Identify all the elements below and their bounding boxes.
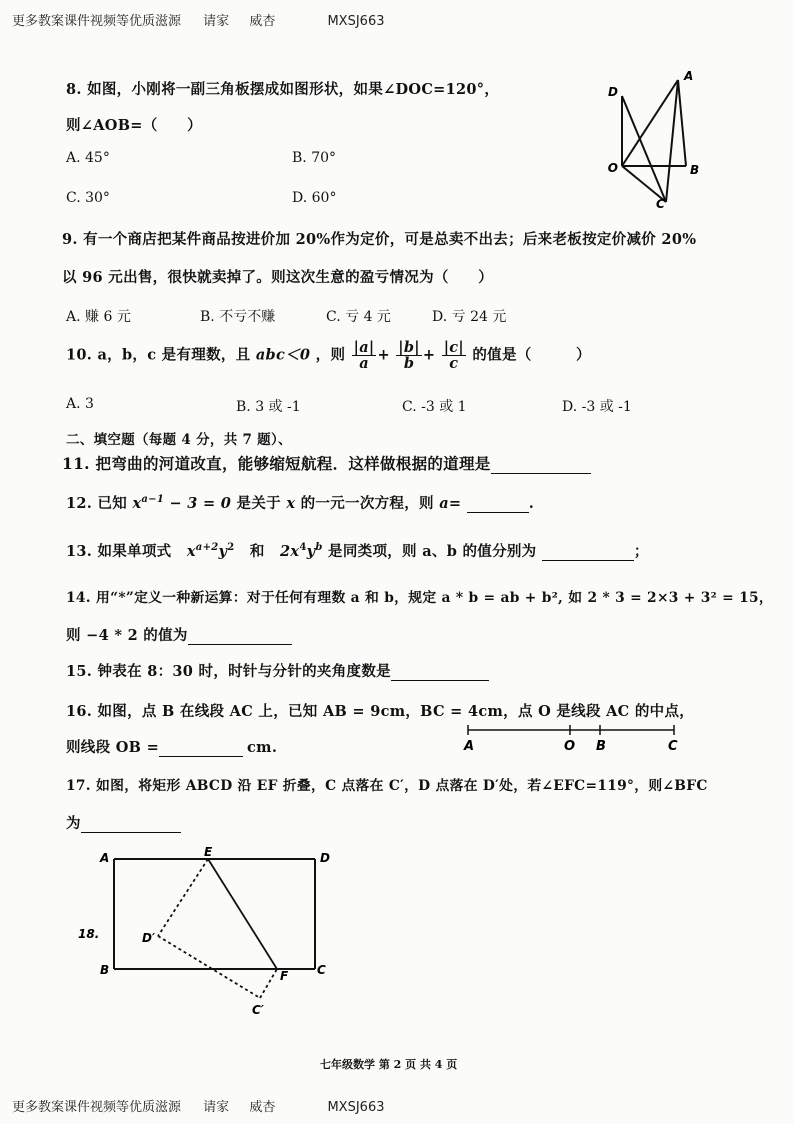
q11-text: 11. 把弯曲的河道改直，能够缩短航程．这样做根据的道理是 xyxy=(62,454,491,473)
q12-answer-blank xyxy=(467,495,529,513)
q10-prefix: 10. a，b，c 是有理数，且 xyxy=(66,346,251,364)
q10-fraction-c: $\frac{|c|}{c}$ xyxy=(443,339,464,372)
q9-option-c: C. 亏 4 元 xyxy=(326,309,391,325)
fig18-label-C: C xyxy=(317,963,326,977)
q16-label-O: O xyxy=(564,739,576,754)
q10-fraction-b: $\frac{|b|}{b}$ xyxy=(398,339,420,372)
q14-line2 xyxy=(66,624,292,645)
q9-line2: 以 96 元出售，很快就卖掉了。则这次生意的盈亏情况为（ ） xyxy=(62,269,494,286)
q10-fraction-a: $\frac{|a|}{a}$ xyxy=(353,339,375,372)
q16-answer-blank xyxy=(159,739,243,757)
q14-line1: 14. 用“*”定义一种新运算：对于任何有理数 a 和 b，规定 a * b = ab + b², 如 2 * 3 = 2×3 + 3² = 15， xyxy=(66,590,773,606)
q10-then: ，则 xyxy=(315,346,346,364)
fig18-label-A: A xyxy=(100,851,110,865)
q8-line2: 则∠AOB=（ ） xyxy=(66,117,202,134)
q8-label-A: A xyxy=(684,69,694,83)
fig18-label-D: D xyxy=(320,851,330,865)
q15-line xyxy=(66,660,489,681)
q16-segment-figure xyxy=(460,722,690,756)
footer-code: MXSJ663 xyxy=(327,1100,385,1115)
header-mid1: 请家 xyxy=(203,14,230,29)
q8-label-B: B xyxy=(690,163,700,177)
q13-prefix: 13. 如果单项式 xyxy=(66,543,172,560)
q8-option-a: A. 45° xyxy=(66,150,110,166)
q17-line2 xyxy=(66,812,181,833)
header-code: MXSJ663 xyxy=(327,14,385,29)
fig18-label-E: E xyxy=(204,845,213,859)
q16-line1: 16. 如图，点 B 在线段 AC 上，已知 AB = 9cm，BC = 4cm，点 O 是线段 AC 的中点， xyxy=(66,703,695,720)
q17-answer-blank xyxy=(81,815,181,833)
q9-option-d: D. 亏 24 元 xyxy=(432,309,507,325)
fig18-label-F: F xyxy=(280,969,289,983)
q17-line1: 17. 如图，将矩形 ABCD 沿 EF 折叠，C 点落在 C′，D 点落在 D′处，若∠EFC=119°，则∠BFC xyxy=(66,778,708,794)
rectangle-fold-figure xyxy=(70,840,350,1020)
header-mid2: 威杏 xyxy=(249,14,276,29)
q10-condition: abc＜0 xyxy=(255,346,311,364)
q16-label-C: C xyxy=(668,739,678,754)
q8-label-O: O xyxy=(607,161,618,175)
footer-left-text: 更多教案课件视频等优质滋源 xyxy=(12,1100,182,1115)
q9-line1: 9. 有一个商店把某件商品按进价加 20%作为定价，可是总卖不出去；后来老板按定价减价 20% xyxy=(62,231,697,248)
q8-label-D: D xyxy=(608,85,618,99)
footer-mid2: 威杏 xyxy=(249,1100,276,1115)
header-left-text: 更多教案课件视频等优质滋源 xyxy=(12,14,182,29)
fig18-label-B: B xyxy=(100,963,110,977)
q16-label-B: B xyxy=(596,739,606,754)
q16-label-A: A xyxy=(464,739,475,754)
q12-prefix: 12. 已知 xyxy=(66,495,128,512)
q15-answer-blank xyxy=(391,663,489,681)
q13-line: 13. 如果单项式 $x^{a+2}y^2$ 和 $2x^4y^b$ 是同类项，则 a、b 的值分别为 ； xyxy=(66,542,649,560)
footer-bar xyxy=(12,1096,385,1115)
q11-line xyxy=(62,452,591,474)
q10-option-b: B. 3 或 -1 xyxy=(236,399,301,415)
fig18-label-C-prime: C′ xyxy=(252,1003,264,1017)
q12-line: 12. 已知 $x^{a-1} - 3 = 0$ 是关于 x 的一元一次方程，则 a= . xyxy=(66,494,535,512)
q11-answer-blank xyxy=(491,454,591,474)
q10-option-d: D. -3 或 -1 xyxy=(562,399,632,415)
q10-option-c: C. -3 或 1 xyxy=(402,399,467,415)
q14-line2-text: 则 −4 * 2 的值为 xyxy=(66,627,188,644)
q8-option-c: C. 30° xyxy=(66,190,110,206)
section-two-heading: 二、填空题（每题 4 分，共 7 题）、 xyxy=(66,432,292,448)
fig18-question-number: 18. xyxy=(78,927,100,941)
q17-line2-text: 为 xyxy=(66,815,81,832)
q8-option-d: D. 60° xyxy=(292,190,337,206)
q8-triangle-figure xyxy=(600,66,710,212)
footer-mid1: 请家 xyxy=(203,1100,230,1115)
q16-line2: 则线段 OB = cm. xyxy=(66,739,278,756)
q16-line2-text: 则线段 OB = xyxy=(66,739,160,756)
q10-suffix: 的值是（ ） xyxy=(472,346,591,364)
q10-option-a: A. 3 xyxy=(66,396,94,412)
q15-text: 15. 钟表在 8：30 时，时针与分针的夹角度数是 xyxy=(66,663,391,680)
q10-line: 10. a，b，c 是有理数，且 abc＜0 ，则 $\frac{|a|}{a}$ + $\frac{|b|}{b}$ + $\frac{|c|}{c}$ 的值是（ ） xyxy=(66,339,591,372)
q9-option-b: B. 不亏不赚 xyxy=(200,309,276,325)
q8-line1: 8. 如图，小刚将一副三角板摆成如图形状，如果∠DOC=120°， xyxy=(66,81,500,98)
q9-option-a: A. 赚 6 元 xyxy=(66,309,131,325)
q8-option-b: B. 70° xyxy=(292,150,337,166)
q13-answer-blank xyxy=(542,543,634,561)
q8-label-C: C xyxy=(656,197,665,211)
fig18-label-D-prime: D′ xyxy=(142,931,156,945)
page-number-footer: 七年级数学 第 2 页 共 4 页 xyxy=(320,1058,458,1071)
q14-answer-blank xyxy=(188,627,292,645)
header-bar xyxy=(12,10,385,29)
